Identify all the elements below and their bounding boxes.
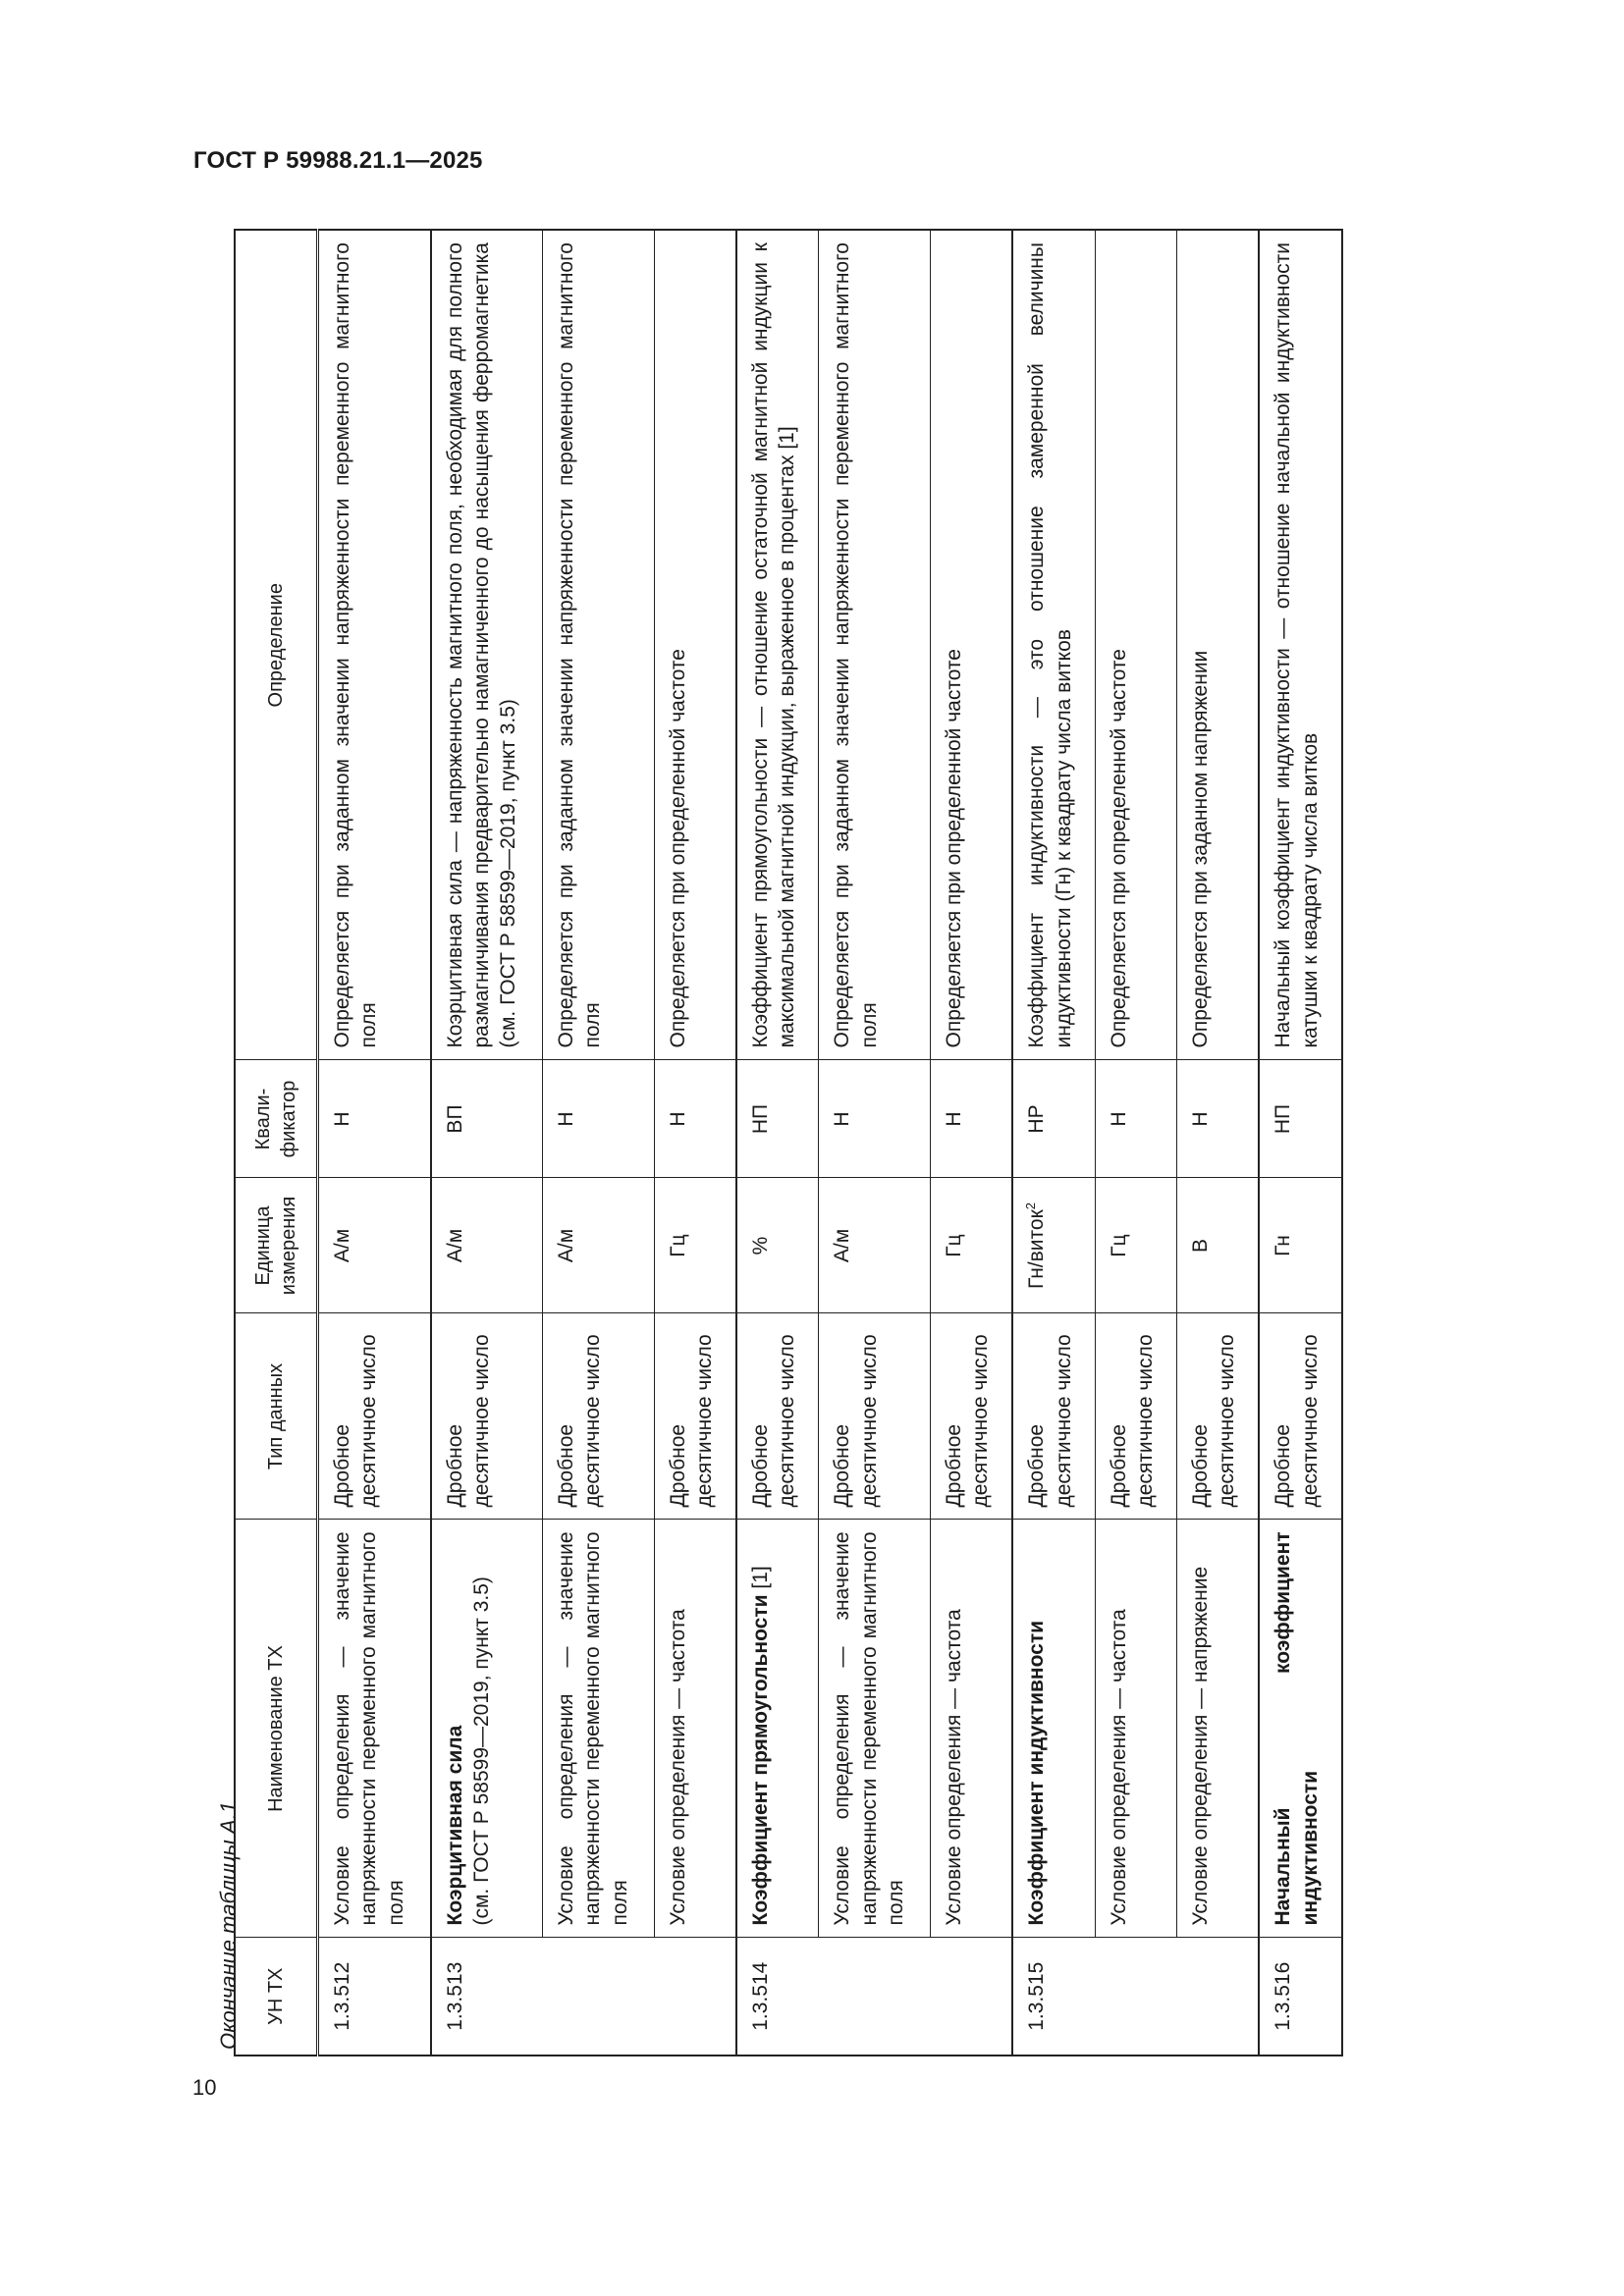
document-header: ГОСТ Р 59988.21.1—2025 [193, 147, 483, 174]
cell-type: Дробное десятичное число [543, 1313, 654, 1520]
name-text: Условие определения — частота [942, 1609, 965, 1926]
data-table [234, 229, 1343, 2056]
unit-superscript: 2 [1023, 1202, 1039, 1210]
cell-qualifier: НР [1012, 1060, 1095, 1178]
cell-unit: А/м [819, 1178, 930, 1313]
cell-name [318, 1520, 431, 1938]
name-text: (см. ГОСТ Р 58599—2019, пункт 3.5) [469, 1576, 493, 1926]
cell-definition: Коэрцитивная сила — напряженность магнитного поля, необходимая для полного размагничивания предварительно намагниченного до насыщения ферромагнетика (см. ГОСТ Р 58599—2019, пункт 3.5) [431, 230, 543, 1060]
cell-type: Дробное десятичное число [1012, 1313, 1095, 1520]
table-row [654, 230, 736, 2056]
name-text: Условие определения — частота [1107, 1609, 1130, 1926]
cell-definition: Коэффициент прямоугольности — отношение остаточной магнитной индукции к максимальной магнитной индукции, выраженное в процентах [1] [736, 230, 819, 1060]
unit-text: Гн/виток [1025, 1209, 1049, 1289]
table-caption: Окончание таблицы А.1 [216, 1801, 241, 2050]
cell-definition: Определяется при определенной частоте [654, 230, 736, 1060]
name-bold-text: Коэффициент индуктивности [1025, 1620, 1049, 1926]
cell-type: Дробное десятичное число [1259, 1313, 1342, 1520]
name-bold-text: Начальный коэффициент индуктивности [1272, 1531, 1322, 1926]
cell-unit: Гц [1095, 1178, 1176, 1313]
table-row [1177, 230, 1260, 2056]
name-text: Условие определения — напряжение [1189, 1566, 1213, 1926]
cell-name [819, 1520, 930, 1938]
cell-unit: % [736, 1178, 819, 1313]
table-row [543, 230, 654, 2056]
cell-type: Дробное десятичное число [431, 1313, 543, 1520]
page-number: 10 [192, 2075, 217, 2100]
cell-unit: Гц [654, 1178, 736, 1313]
col-header: УН ТХ [235, 1938, 318, 2056]
cell-name [654, 1520, 736, 1938]
cell-qualifier: Н [819, 1060, 930, 1178]
cell-unit: А/м [318, 1178, 431, 1313]
table-header-row [235, 230, 318, 2056]
cell-name [1259, 1520, 1342, 1938]
table-row [1095, 230, 1176, 2056]
cell-unit: В [1177, 1178, 1260, 1313]
table-row [1259, 230, 1342, 2056]
cell-definition: Определяется при заданном напряжении [1177, 230, 1260, 1060]
cell-id: 1.3.515 [1012, 1938, 1259, 2056]
cell-definition: Определяется при заданном значении напряженности переменного магнитного поля [819, 230, 930, 1060]
cell-name [431, 1520, 543, 1938]
cell-qualifier: Н [930, 1060, 1012, 1178]
name-text: Условие определения — значение напряженности переменного магнитного поля [331, 1531, 407, 1926]
cell-definition: Определяется при определенной частоте [930, 230, 1012, 1060]
cell-type: Дробное десятичное число [819, 1313, 930, 1520]
cell-id: 1.3.512 [318, 1938, 431, 2056]
cell-definition: Определяется при заданном значении напряженности переменного магнитного поля [318, 230, 431, 1060]
table-row [431, 230, 543, 2056]
cell-type: Дробное десятичное число [1177, 1313, 1260, 1520]
cell-id: 1.3.513 [431, 1938, 736, 2056]
cell-type: Дробное десятичное число [654, 1313, 736, 1520]
cell-name [1177, 1520, 1260, 1938]
cell-definition: Определяется при определенной частоте [1095, 230, 1176, 1060]
cell-type: Дробное десятичное число [930, 1313, 1012, 1520]
name-text: Условие определения — значение напряженности переменного магнитного поля [831, 1531, 907, 1926]
cell-qualifier: Н [654, 1060, 736, 1178]
table-row [318, 230, 431, 2056]
cell-name [543, 1520, 654, 1938]
cell-id: 1.3.514 [736, 1938, 1012, 2056]
cell-unit: Гн [1259, 1178, 1342, 1313]
col-header: Наименование ТХ [235, 1520, 318, 1938]
cell-name [736, 1520, 819, 1938]
col-header: Единица измерения [235, 1178, 318, 1313]
cell-type: Дробное десятичное число [318, 1313, 431, 1520]
cell-qualifier: Н [318, 1060, 431, 1178]
cell-definition: Начальный коэффициент индуктивности — отношение начальной индуктивности катушки к квадрату числа витков [1259, 230, 1342, 1060]
cell-unit: А/м [431, 1178, 543, 1313]
name-bold-text: Коэрцитивная сила [443, 1725, 466, 1926]
name-text: [1] [749, 1566, 772, 1595]
cell-type: Дробное десятичное число [736, 1313, 819, 1520]
table-row [736, 230, 819, 2056]
cell-unit [1012, 1178, 1095, 1313]
cell-name [1095, 1520, 1176, 1938]
name-text: Условие определения — значение напряженности переменного магнитного поля [555, 1531, 631, 1926]
cell-qualifier: Н [1177, 1060, 1260, 1178]
cell-unit: А/м [543, 1178, 654, 1313]
cell-type: Дробное десятичное число [1095, 1313, 1176, 1520]
cell-name [1012, 1520, 1095, 1938]
cell-name [930, 1520, 1012, 1938]
col-header: Определение [235, 230, 318, 1060]
col-header: Тип данных [235, 1313, 318, 1520]
cell-qualifier: ВП [431, 1060, 543, 1178]
name-bold-text: Коэффициент прямоугольности [749, 1594, 772, 1926]
cell-qualifier: Н [1095, 1060, 1176, 1178]
cell-qualifier: НП [736, 1060, 819, 1178]
cell-definition: Коэффициент индуктивности — это отношение замеренной величины индуктивности (Гн) к квадрату числа витков [1012, 230, 1095, 1060]
table-row [819, 230, 930, 2056]
name-text: Условие определения — частота [666, 1609, 689, 1926]
cell-unit: Гц [930, 1178, 1012, 1313]
cell-qualifier: НП [1259, 1060, 1342, 1178]
cell-id: 1.3.516 [1259, 1938, 1342, 2056]
cell-qualifier: Н [543, 1060, 654, 1178]
rotated-table-container [234, 231, 1343, 2056]
col-header: Квали-фикатор [235, 1060, 318, 1178]
table-row [1012, 230, 1095, 2056]
cell-definition: Определяется при заданном значении напряженности переменного магнитного поля [543, 230, 654, 1060]
table-row [930, 230, 1012, 2056]
